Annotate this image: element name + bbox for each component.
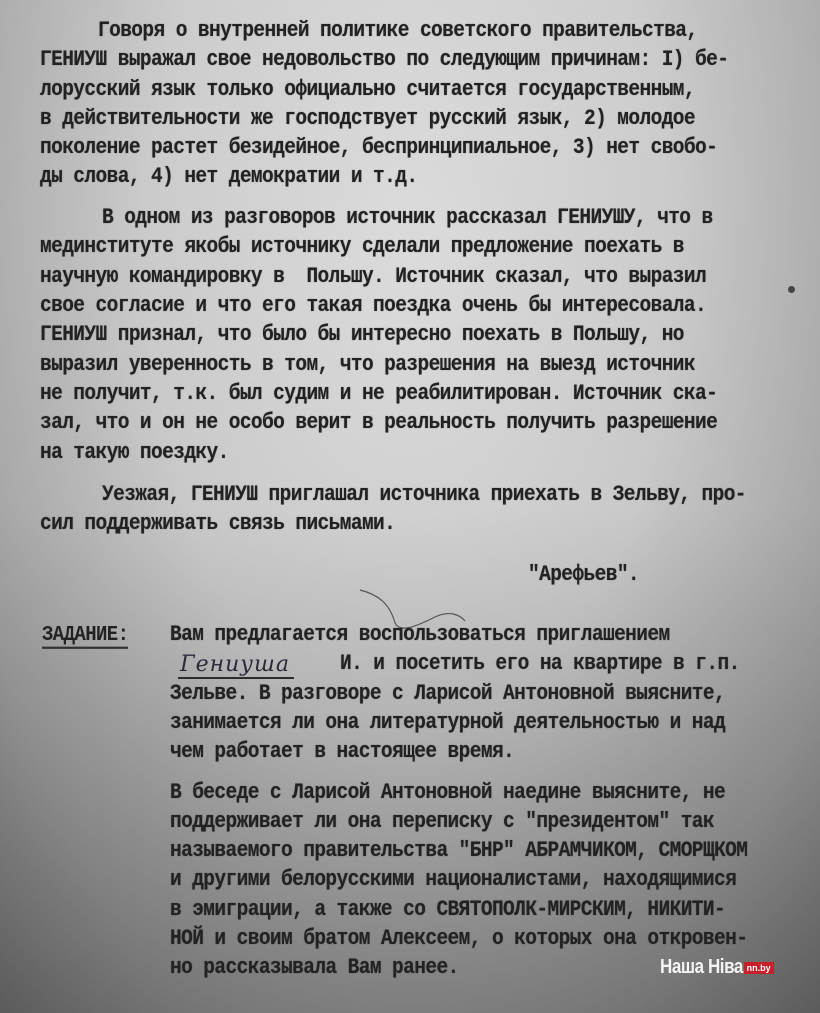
text-line: ды слова, 4) нет демократии и т.д. xyxy=(40,164,418,189)
text-line: ГЕНИУШ признал, что было бы интересно поехать в Польшу, но xyxy=(40,322,684,347)
text-line: и другими белорусскими националистами, находящимися xyxy=(170,867,737,892)
task-label: ЗАДАНИЕ: xyxy=(42,622,128,649)
text-line: свое согласие и что его такая поездка очень бы интересовала. xyxy=(40,293,707,318)
text-line: выразил уверенность в том, что разрешения на выезд источник xyxy=(40,352,696,377)
text-line: лорусский язык только официально считается государственным, xyxy=(40,77,696,102)
text-line: мединституте якобы источнику сделали предложение поехать в xyxy=(40,234,684,259)
ink-spot xyxy=(788,286,795,293)
text-line: Зельве. В разговоре с Ларисой Антоновной выясните, xyxy=(170,681,726,706)
text-line: сил поддерживать связь письмами. xyxy=(40,511,396,536)
text-line: И. и посетить его на квартире в г.п. xyxy=(340,651,740,676)
text-line: называемого правительства "БНР" АБРАМЧИКОМ, СМОРЩКОМ xyxy=(170,838,748,863)
watermark-logo-text: Наша Ніва xyxy=(660,956,743,978)
text-line: но рассказывала Вам ранее. xyxy=(170,955,459,980)
text-line: поддерживает ли она переписку с "президентом" так xyxy=(170,809,714,834)
text-line: НОЙ и своим братом Алексеем, о которых она откровен- xyxy=(170,926,748,951)
text-line: Вам предлагается воспользоваться приглашением xyxy=(170,622,670,647)
handwritten-name: Гениуша xyxy=(178,652,294,679)
text-line: в действительности же господствует русский язык, 2) молодое xyxy=(40,106,696,131)
text-line: ГЕНИУШ выражал свое недовольство по следующим причинам: I) бе- xyxy=(40,47,729,72)
text-line: Уезжая, ГЕНИУШ приглашал источника приехать в Зельву, про- xyxy=(102,482,746,507)
text-line: чем работает в настоящее время. xyxy=(170,739,515,764)
text-line: занимается ли она литературной деятельностью и над xyxy=(170,710,726,735)
text-line: поколение растет безидейное, беспринципиальное, 3) нет свобо- xyxy=(40,135,718,160)
text-line: В беседе с Ларисой Антоновной наедине выясните, не xyxy=(170,780,726,805)
nasha-niva-watermark xyxy=(660,956,774,979)
text-line: в эмиграции, а также со СВЯТОПОЛК-МИРСКИМ, НИКИТИ- xyxy=(170,897,726,922)
text-line: В одном из разговоров источник рассказал ГЕНИУШУ, что в xyxy=(102,205,713,230)
text-line: на такую поездку. xyxy=(40,440,229,465)
text-line: научную командировку в Польшу. Источник сказал, что выразил xyxy=(40,264,707,289)
watermark-badge: nn.by xyxy=(744,962,774,974)
text-line: зал, что и он не особо верит в реальность получить разрешение xyxy=(40,410,718,435)
text-line: не получит, т.к. был судим и не реабилитирован. Источник ска- xyxy=(40,381,718,406)
signature: "Арефьев". xyxy=(528,562,640,587)
text-line: Говоря о внутренней политике советского правительства, xyxy=(98,18,698,43)
